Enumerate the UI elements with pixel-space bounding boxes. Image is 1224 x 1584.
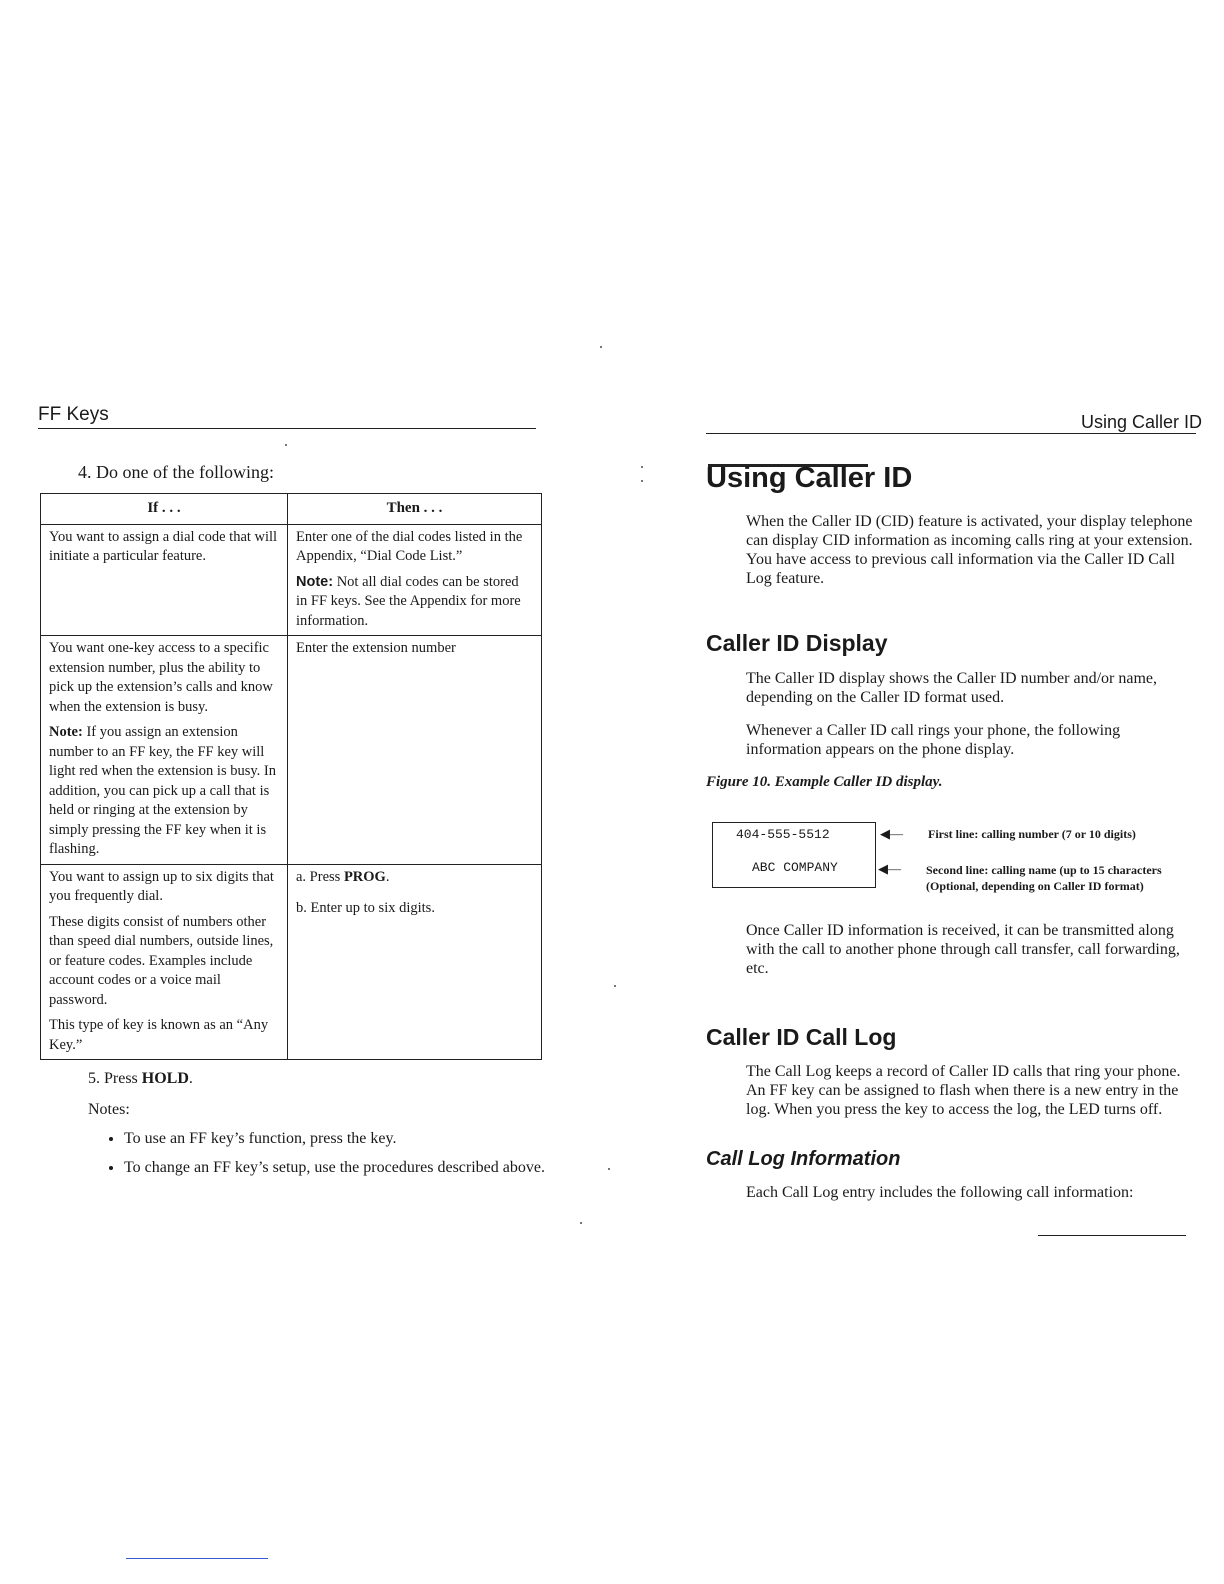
cell-text: You want to assign up to six digits that you frequently dial. xyxy=(49,868,274,904)
paragraph: Once Caller ID information is received, it can be transmitted along with the call to another phone through call transfer, call forwarding, etc. xyxy=(746,922,1180,977)
figure-caption: Figure 10. Example Caller ID display. xyxy=(706,774,943,790)
scan-speck xyxy=(580,1222,582,1224)
table-cell-then xyxy=(288,636,542,865)
section-heading-caller-id-display: Caller ID Display xyxy=(706,630,888,656)
scan-speck xyxy=(614,985,616,987)
table-header-row xyxy=(41,494,542,525)
prog-key-label: PROG xyxy=(343,868,386,885)
arrow-left-icon: ◀— xyxy=(878,861,901,876)
note-label: Note: xyxy=(296,573,334,590)
list-item: • To use an FF key’s function, press the key. xyxy=(124,1128,564,1149)
paragraph: Whenever a Caller ID call rings your phone, the following information appears on the phone display. xyxy=(746,722,1121,758)
list-item: • To change an FF key’s setup, use the procedures described above. xyxy=(124,1157,564,1178)
note-text: If you assign an extension number to an FF key, the FF key will light red when the extension is busy. In addition, you can pick up a call that is held or ringing at the extension by simply pressing the FF key when it is flashing. xyxy=(49,724,276,857)
step-5 xyxy=(88,1070,193,1088)
paragraph: The Call Log keeps a record of Caller ID calls that ring your phone. An FF key can be assigned to flash when there is a new entry in the log. When you press the key to access the log, the LED turns off. xyxy=(746,1063,1181,1118)
footer-rule-right xyxy=(1038,1235,1186,1236)
running-header-left: FF Keys xyxy=(38,404,109,425)
step-5-suffix: . xyxy=(188,1070,193,1087)
step-a xyxy=(296,868,533,888)
cell-text: Enter one of the dial codes listed in the Appendix, “Dial Code List.” xyxy=(296,528,523,564)
scan-speck xyxy=(641,466,643,468)
paragraph: Each Call Log entry includes the following call information: xyxy=(746,1184,1134,1201)
step-b: b. Enter up to six digits. xyxy=(296,900,435,916)
hold-key-label: HOLD xyxy=(141,1070,189,1087)
display-line-1: 404-555-5512 xyxy=(736,827,830,842)
callout-second-line: Second line: calling name (up to 15 characters xyxy=(926,863,1162,877)
footer-rule-left xyxy=(126,1558,268,1559)
running-header-right: Using Caller ID xyxy=(1081,412,1203,432)
column-header-if: If . . . xyxy=(41,494,288,525)
table-row xyxy=(41,636,542,865)
scan-speck xyxy=(600,346,602,348)
callout-first-line: First line: calling number (7 or 10 digits) xyxy=(928,827,1136,841)
table-cell-then xyxy=(288,864,542,1060)
cell-text: Enter the extension number xyxy=(296,640,456,656)
note-text: Not all dial codes can be stored in FF keys. See the Appendix for more information. xyxy=(296,573,521,629)
notes-list xyxy=(106,1128,564,1186)
cell-text: This type of key is known as an “Any Key.” xyxy=(49,1017,269,1053)
section-heading-call-log: Caller ID Call Log xyxy=(706,1024,897,1050)
header-rule-right xyxy=(706,433,1196,434)
step-a-suffix: . xyxy=(385,868,390,885)
callout-second-line-note: (Optional, depending on Caller ID format) xyxy=(926,879,1144,893)
header-rule-left xyxy=(38,428,536,429)
column-header-then: Then . . . xyxy=(288,494,542,525)
step-4: 4. Do one of the following: xyxy=(78,462,274,482)
cell-text: You want one-key access to a specific extension number, plus the ability to pick up the extension’s calls and know when the extension is busy. xyxy=(49,640,273,715)
table-row xyxy=(41,524,542,636)
scan-speck xyxy=(285,444,287,446)
table-row xyxy=(41,864,542,1060)
cell-note xyxy=(49,723,279,860)
cell-text: These digits consist of numbers other than speed dial numbers, outside lines, or feature codes. Examples include account codes or a voice mail password. xyxy=(49,913,274,1008)
cell-note xyxy=(296,573,533,632)
table-cell-if xyxy=(41,524,288,636)
table-cell-if xyxy=(41,636,288,865)
step-5-prefix: 5. Press xyxy=(88,1070,138,1087)
table-cell-if xyxy=(41,864,288,1060)
table-cell-then xyxy=(288,524,542,636)
display-line-2: ABC COMPANY xyxy=(752,860,838,875)
scan-speck xyxy=(641,480,643,482)
paragraph: The Caller ID display shows the Caller ID number and/or name, depending on the Caller ID format used. xyxy=(746,670,1157,706)
subheading-call-log-information: Call Log Information xyxy=(706,1148,901,1170)
notes-heading: Notes: xyxy=(88,1101,130,1118)
arrow-left-icon: ◀— xyxy=(880,826,903,841)
intro-paragraph: When the Caller ID (CID) feature is activated, your display telephone can display CID information as incoming calls ring at your extension. You have access to previous call information via the Caller ID Call Log feature. xyxy=(746,513,1193,587)
step-a-prefix: a. Press xyxy=(296,868,341,885)
scan-speck xyxy=(608,1168,610,1170)
page-title: Using Caller ID xyxy=(706,462,913,494)
cell-text: You want to assign a dial code that will initiate a particular feature. xyxy=(49,528,278,564)
note-label: Note: xyxy=(49,724,83,740)
ff-key-options-table xyxy=(40,493,542,1060)
